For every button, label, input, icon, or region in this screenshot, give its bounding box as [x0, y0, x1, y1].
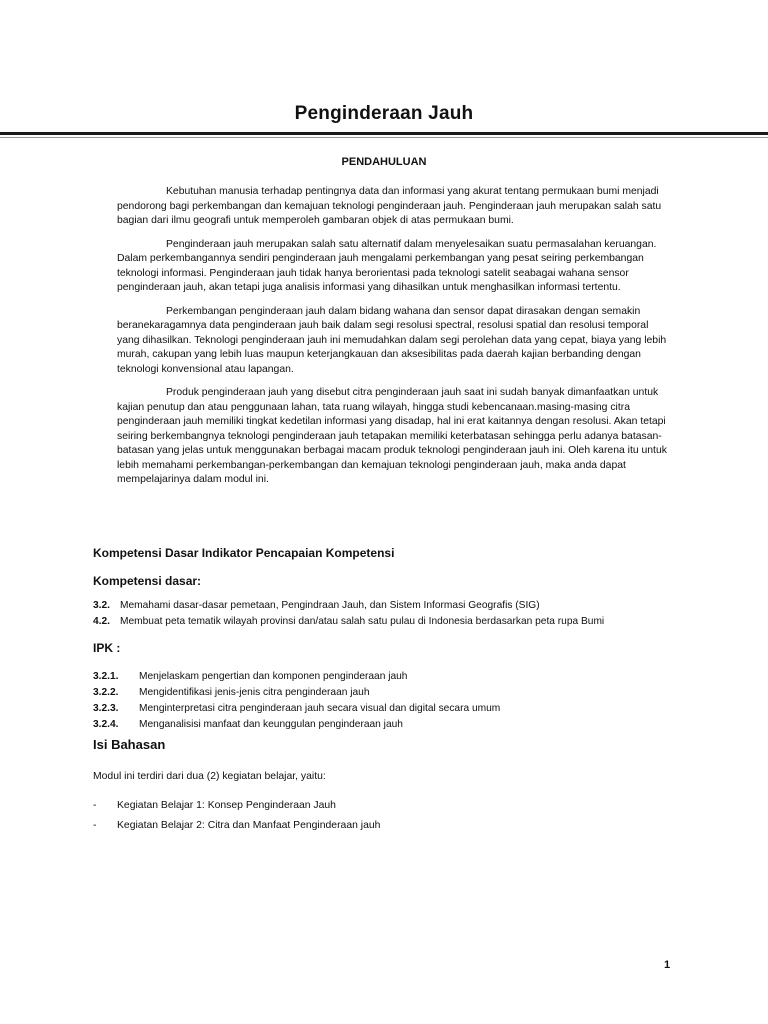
- kompetensi-item: [93, 616, 673, 629]
- kompetensi-number: 4.2.: [93, 615, 110, 627]
- modul-intro: Modul ini terdiri dari dua (2) kegiatan belajar, yaitu:: [93, 771, 326, 782]
- intro-body: [117, 185, 673, 497]
- kompetensi-list: [93, 600, 673, 631]
- ipk-item: [93, 701, 673, 717]
- isi-bahasan-heading: Isi Bahasan: [93, 737, 166, 752]
- title-rule: [0, 132, 768, 135]
- ipk-item: [93, 717, 673, 733]
- page-title: Penginderaan Jauh: [294, 103, 474, 124]
- ipk-text: Menjelaskam pengertian dan komponen penginderaan jauh: [139, 671, 408, 682]
- ipk-text: Menginterpretasi citra penginderaan jauh secara visual dan digital secara umum: [139, 703, 501, 714]
- paragraph: Kebutuhan manusia terhadap pentingnya data dan informasi yang akurat tentang permukaan bumi menjadi pendorong bagi perkembangan dan kemajuan teknologi penginderaan jauh. Penginderaan jauh merupakan salah satu bagian dari ilmu geografi untuk memperoleh gambaran objek di atas permukaan bumi.: [117, 186, 662, 226]
- kegiatan-text: Kegiatan Belajar 1: Konsep Penginderaan Jauh: [117, 800, 336, 811]
- ipk-number: 3.2.4.: [93, 719, 119, 730]
- kegiatan-item: [93, 820, 380, 831]
- title-rule-thin: [0, 137, 768, 138]
- ipk-item: [93, 669, 673, 685]
- paragraph: Perkembangan penginderaan jauh dalam bidang wahana dan sensor dapat dirasakan dengan semakin beranekaragamnya data penginderaan jauh baik dalam segi resolusi spectral, resolusi spatial dan resolusi temporal yang dihasilkan. Teknologi penginderaan jauh ini memudahkan dalam segi perolehan data yang cepat, biaya yang lebih murah, cakupan yang lebih luas maupun keterjangkauan dan aksesibilitas pada daerah kajian berbanding dengan teknologi konvensional atau lapangan.: [117, 305, 667, 375]
- kompetensi-number: 3.2.: [93, 600, 110, 611]
- kompetensi-heading: Kompetensi Dasar Indikator Pencapaian Kompetensi: [93, 546, 395, 560]
- ipk-list: [93, 669, 673, 733]
- kegiatan-text: Kegiatan Belajar 2: Citra dan Manfaat Penginderaan jauh: [117, 820, 381, 831]
- kompetensi-dasar-label: Kompetensi dasar:: [93, 574, 202, 588]
- paragraph: Penginderaan jauh merupakan salah satu alternatif dalam menyelesaikan suatu permasalahan keruangan. Dalam perkembangannya sendiri penginderaan jauh mengalami perkembangan yang pesat seiring perkembangan teknologi informasi. Penginderaan jauh tidak hanya berorientasi pada teknologi satelit seabagai wahana sensor penginderaan jauh, akan tetapi juga analisis informasi yang dihasilkan untuk menghasilkan informasi tertentu.: [117, 238, 657, 293]
- ipk-item: [93, 685, 673, 701]
- list-bullet: -: [93, 800, 97, 811]
- kompetensi-text: Memahami dasar-dasar pemetaan, Pengindraan Jauh, dan Sistem Informasi Geografis (SIG): [120, 600, 540, 611]
- kompetensi-item: [93, 600, 673, 613]
- paragraph: Produk penginderaan jauh yang disebut citra penginderaan jauh saat ini sudah banyak dimanfaatkan untuk kajian penutup dan atau penggunaan lahan, tata ruang wilayah, hingga studi kebencanaan.masing-masing citra penginderaan jauh memiliki tingkat kedetilan informasi yang disadap, hal ini erat kaitannya dengan resolusi. Akan tetapi seiring berkembangnya teknologi penginderaan jauh tetapakan memiliki keterbatasan sehingga perlu adanya batasan-batasan yang jelas untuk menggunakan berbagai macam produk teknologi penginderaan jauh ini. Oleh karena itu untuk lebih memahami perkembangan-perkembangan dan kemajuan teknologi penginderaan jauh, maka anda dapat mempelajarinya dalam modul ini.: [117, 387, 667, 485]
- kegiatan-item: [93, 800, 336, 811]
- ipk-text: Mengidentifikasi jenis-jenis citra penginderaan jauh: [139, 687, 370, 698]
- ipk-text: Menganalisisi manfaat dan keunggulan penginderaan jauh: [139, 719, 403, 730]
- list-bullet: -: [93, 820, 97, 831]
- section-heading-pendahuluan: PENDAHULUAN: [341, 156, 427, 168]
- kompetensi-text: Membuat peta tematik wilayah provinsi dan/atau salah satu pulau di Indonesia berdasarkan peta rupa Bumi: [120, 615, 605, 627]
- page-number: 1: [664, 959, 671, 971]
- ipk-number: 3.2.2.: [93, 687, 119, 698]
- ipk-label: IPK :: [93, 641, 121, 655]
- ipk-number: 3.2.3.: [93, 703, 119, 714]
- ipk-number: 3.2.1.: [93, 671, 119, 682]
